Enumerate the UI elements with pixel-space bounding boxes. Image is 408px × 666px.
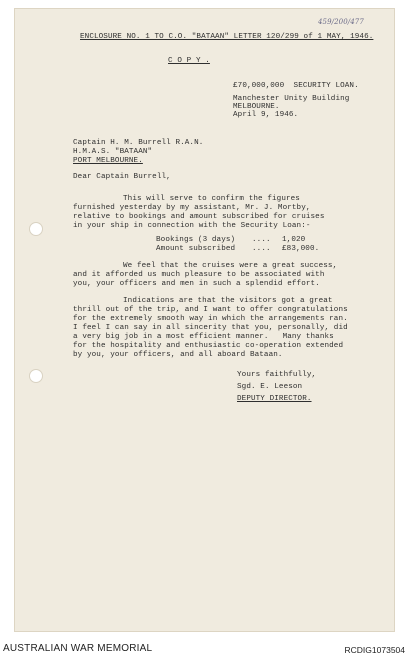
figure-dots: .... bbox=[252, 236, 271, 244]
addressee-line-2: H.M.A.S. "BATAAN" bbox=[73, 148, 153, 156]
punch-hole-bottom bbox=[29, 369, 43, 383]
handwritten-reference: 459/200/477 bbox=[318, 18, 364, 26]
paragraph3-line-1: Indications are that the visitors got a great bbox=[123, 297, 333, 305]
letter-date: April 9, 1946. bbox=[233, 111, 299, 119]
closing: Yours faithfully, bbox=[237, 371, 317, 379]
paragraph3-line-6: for the hospitality and enthusiastic co-operation extended bbox=[73, 342, 344, 350]
paragraph3-line-2: thrill out of the trip, and I want to offer congratulations bbox=[73, 306, 348, 314]
paragraph1-line-4: in your ship in connection with the Security Loan:- bbox=[73, 222, 311, 230]
sender-line-1: £70,000,000 SECURITY LOAN. bbox=[233, 82, 359, 90]
signatory-title: DEPUTY DIRECTOR. bbox=[237, 395, 312, 403]
figure-value: 1,020 bbox=[282, 236, 306, 244]
punch-hole-top bbox=[29, 222, 43, 236]
paragraph3-line-7: by you, your officers, and all aboard Bataan. bbox=[73, 351, 283, 359]
enclosure-heading: ENCLOSURE NO. 1 TO C.O. "BATAAN" LETTER 120/299 of 1 MAY, 1946. bbox=[80, 33, 374, 41]
paragraph2-line-2: and it afforded us much pleasure to be associated with bbox=[73, 271, 325, 279]
sender-line-3: MELBOURNE. bbox=[233, 103, 280, 111]
record-id: RCDIG1073504 bbox=[344, 645, 405, 655]
paragraph3-line-5: a very big job in a most efficient manner. Many thanks bbox=[73, 333, 334, 341]
figure-value: £83,000. bbox=[282, 245, 320, 253]
paragraph1-line-2: furnished yesterday by my assistant, Mr. J. Mortby, bbox=[73, 204, 311, 212]
footer-bar bbox=[0, 636, 408, 666]
copy-label: C O P Y . bbox=[168, 57, 210, 65]
figure-dots: .... bbox=[252, 245, 271, 253]
paragraph3-line-3: for the extremely smooth way in which the arrangements ran. bbox=[73, 315, 348, 323]
figure-label: Bookings (3 days) bbox=[156, 236, 236, 244]
figure-label: Amount subscribed bbox=[156, 245, 236, 253]
paragraph2-line-3: you, your officers and men in such a splendid effort. bbox=[73, 280, 320, 288]
paragraph3-line-4: I feel I can say in all sincerity that you, personally, did bbox=[73, 324, 348, 332]
addressee-line-3: PORT MELBOURNE. bbox=[73, 157, 143, 165]
signature: Sgd. E. Leeson bbox=[237, 383, 303, 391]
salutation: Dear Captain Burrell, bbox=[73, 173, 171, 181]
institution-name: AUSTRALIAN WAR MEMORIAL bbox=[3, 643, 153, 654]
sender-line-2: Manchester Unity Building bbox=[233, 95, 350, 103]
paragraph1-line-1: This will serve to confirm the figures bbox=[123, 195, 300, 203]
addressee-line-1: Captain H. M. Burrell R.A.N. bbox=[73, 139, 204, 147]
paragraph1-line-3: relative to bookings and amount subscribed for cruises bbox=[73, 213, 325, 221]
paragraph2-line-1: We feel that the cruises were a great success, bbox=[123, 262, 338, 270]
